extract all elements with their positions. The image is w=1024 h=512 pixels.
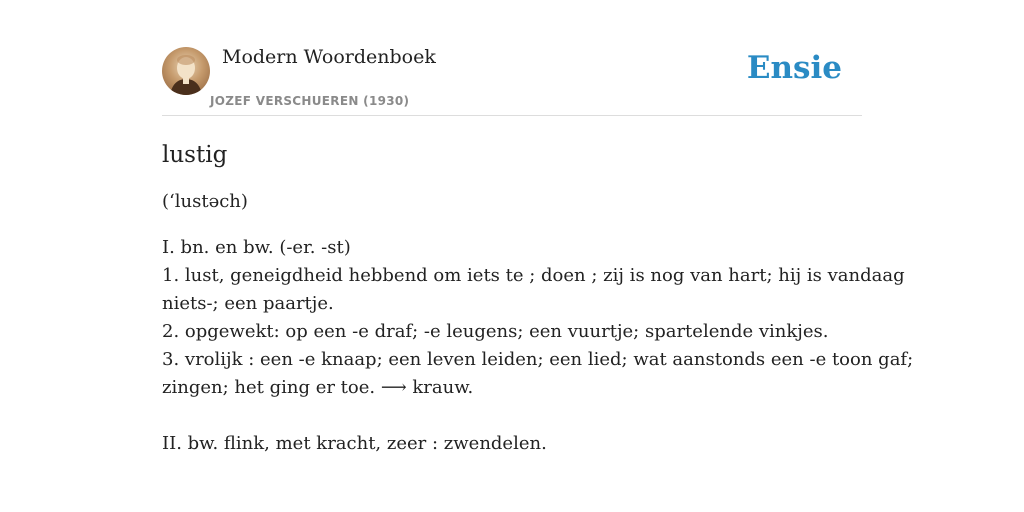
definition-text (162, 234, 914, 458)
definition-line: 2. opgewekt: op een -e draf; -e leugens; een vuurtje; spartelende vinkjes. (162, 321, 829, 342)
entry-header (162, 40, 862, 116)
ensie-logo[interactable]: Ensie (746, 50, 842, 86)
headword: lustig (162, 142, 228, 168)
author-avatar (162, 47, 210, 95)
definition-line: 1. lust, geneigdheid hebbend om iets te ; doen ; zij is nog van hart; hij is vandaag (162, 265, 905, 286)
author-portrait-icon (162, 47, 210, 95)
definition-line: niets-; een paartje. (162, 293, 334, 314)
author-name: JOZEF VERSCHUEREN (1930) (210, 94, 410, 108)
book-title[interactable]: Modern Woordenboek (222, 46, 436, 68)
definition-line: 3. vrolijk : een -e knaap; een leven leiden; een lied; wat aanstonds een -e toon gaf; (162, 349, 914, 370)
definition-line: zingen; het ging er toe. ⟶ krauw. (162, 377, 474, 398)
definition-line: II. bw. flink, met kracht, zeer : zwendelen. (162, 433, 547, 454)
pronunciation: (ʻlustəch) (162, 191, 248, 212)
definition-line: I. bn. en bw. (-er. -st) (162, 237, 351, 258)
dictionary-entry-card (162, 40, 914, 458)
paragraph-spacer (162, 402, 862, 430)
